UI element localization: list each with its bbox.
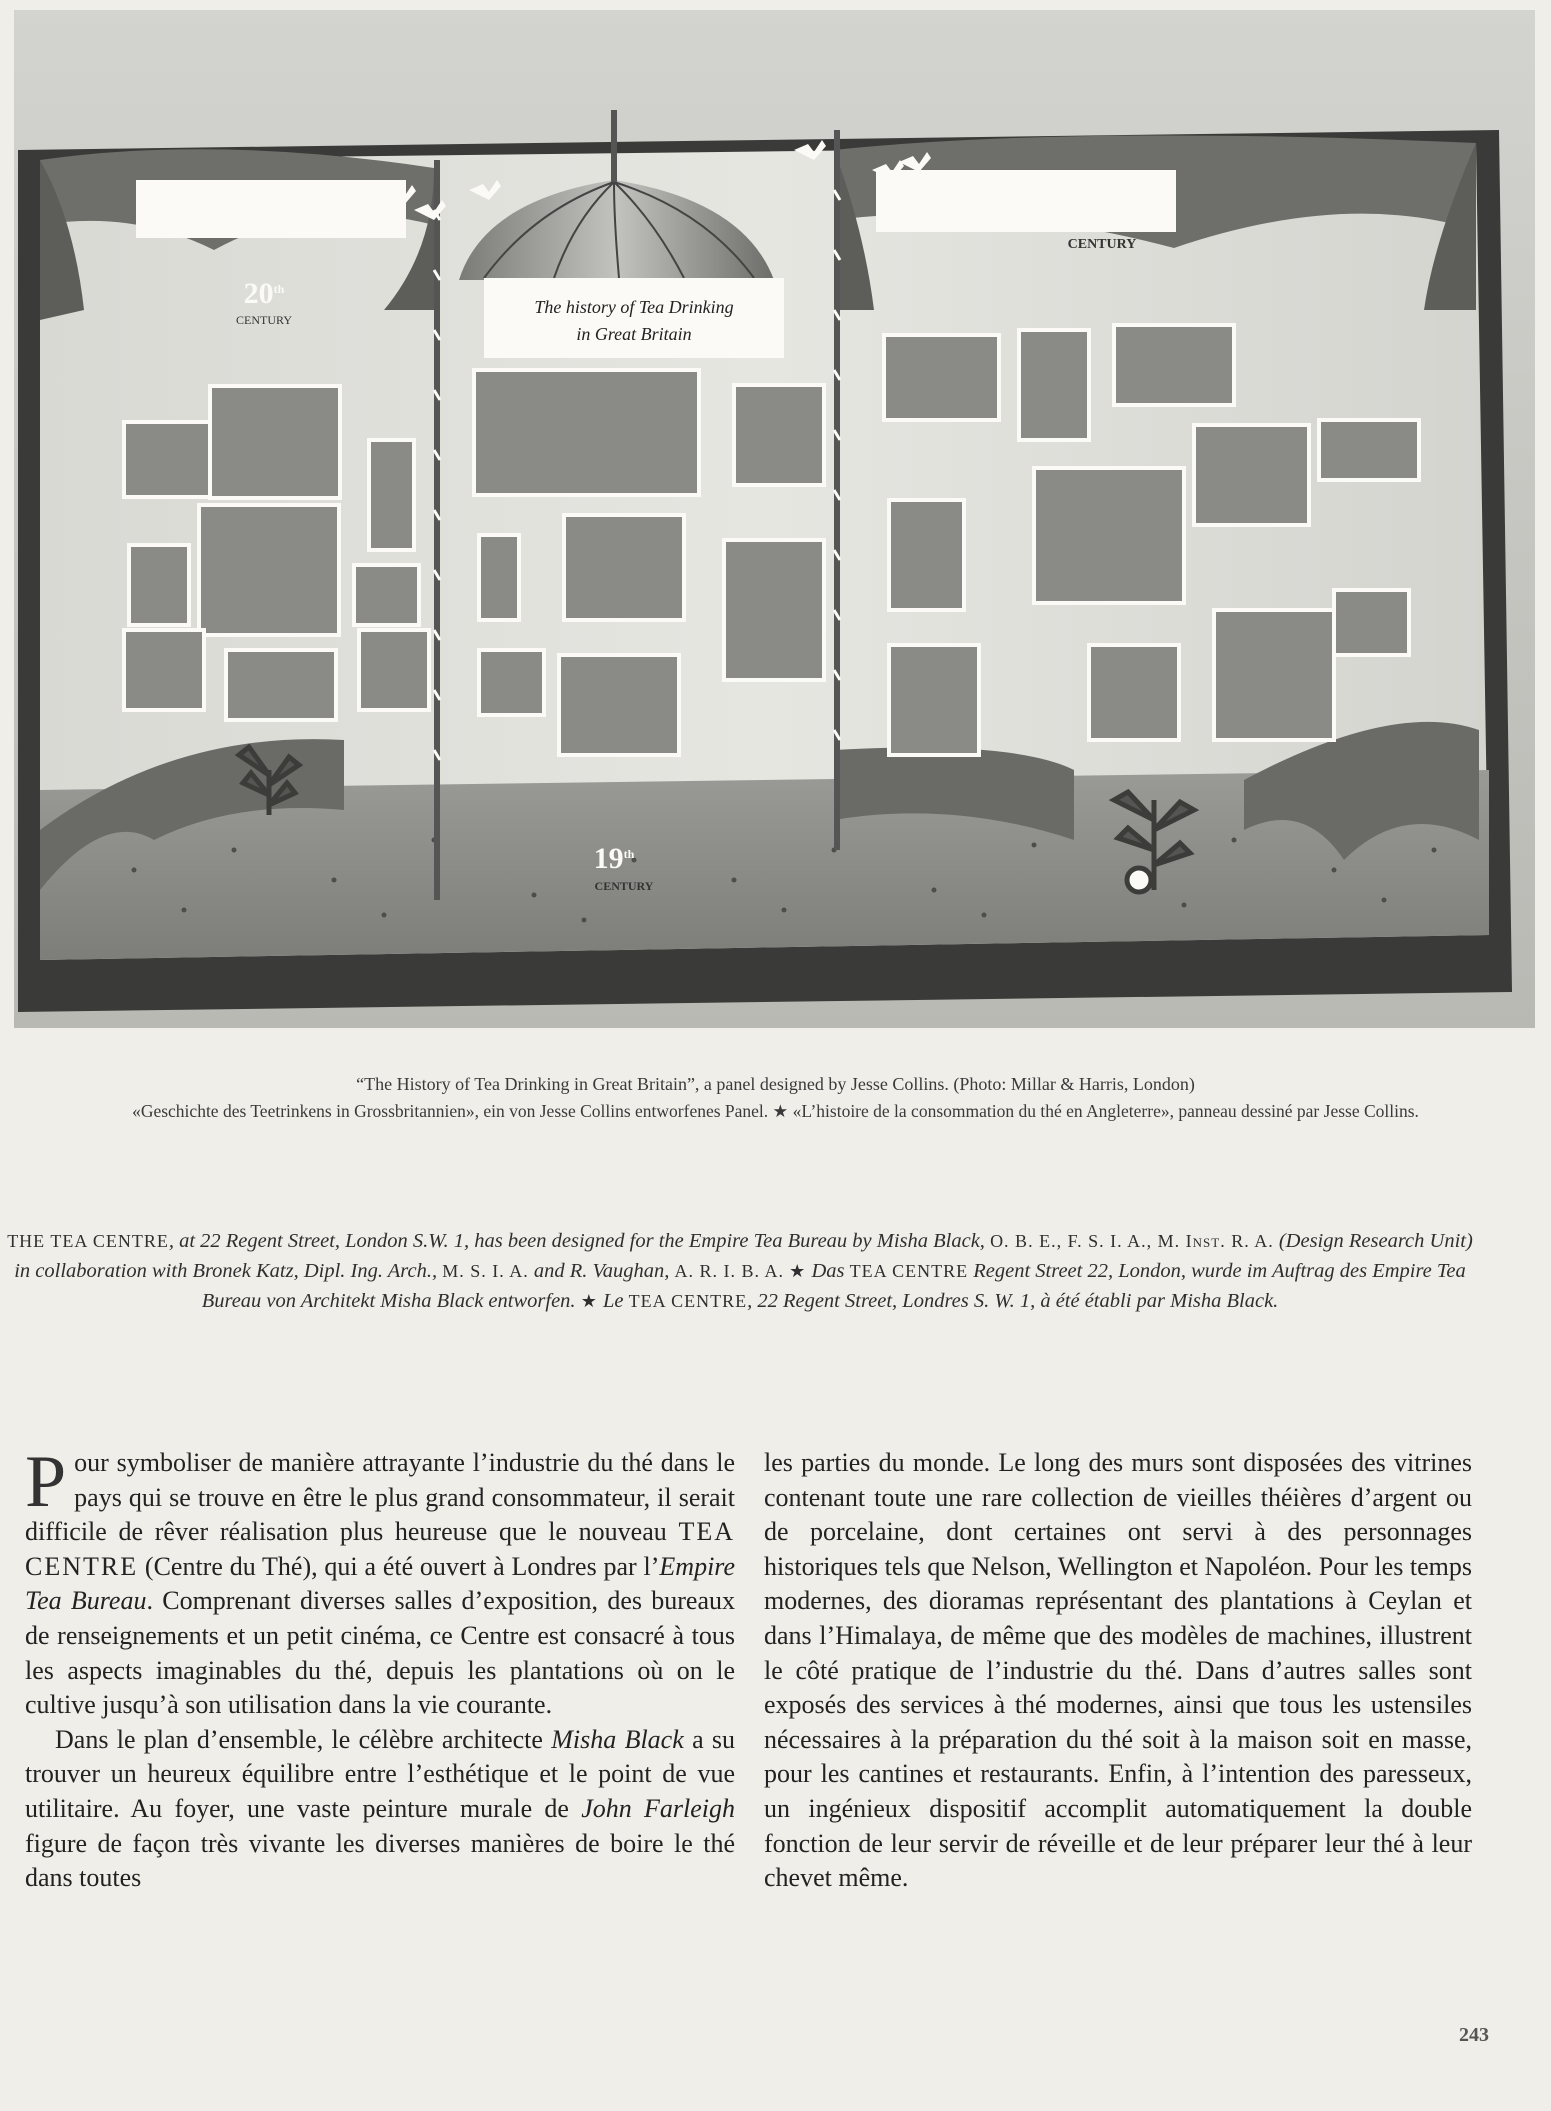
article-p1-c: . Comprenant diverses salles d’exposition, des bureaux de renseignements et un petit cinéma, ce Centre est consacré à tous les aspects imaginables du thé, depuis les plantations où on le cultive jusqu’à son utilisation dans la vie courante. (25, 1586, 735, 1720)
photo-caption-english: “The History of Tea Drinking in Great Britain”, a panel designed by Jesse Collins. (Photo: Millar & Harris, London) (356, 1074, 1195, 1094)
credits-quals-2: M. S. I. A. (442, 1261, 529, 1281)
credits-fr-b: , 22 Regent Street, Londres S. W. 1, à été établi par Misha Black. (747, 1290, 1279, 1312)
article-p2-b: a su trouver un heureux équilibre entre l’esthétique et le point de vue utilitaire. Au foyer, une vaste peinture murale de (25, 1724, 736, 1823)
credits-star-2: ★ (580, 1291, 598, 1311)
panel-20-number: 20th (243, 277, 285, 310)
credits-fr-a: Le (602, 1290, 624, 1312)
article-p1-b: (Centre du Thé), qui a été ouvert à Londres par l’ (144, 1551, 660, 1581)
exhibit-photograph (14, 10, 1535, 1028)
panel-18-number: 18th (1071, 196, 1113, 229)
article-p1-empire-tea-bureau: Empire Tea Bureau (25, 1551, 735, 1616)
credits-de-tea-centre: TEA CENTRE (849, 1261, 969, 1281)
credits-fr-tea-centre: TEA CENTRE (628, 1291, 748, 1311)
banner-line-2: in Great Britain (576, 324, 692, 344)
credits-tea-centre: THE TEA CENTRE (7, 1231, 169, 1251)
credits-en-b: (Design Research Unit) in collaboration with Bronek Katz, Dipl. Ing. Arch., (14, 1230, 1473, 1282)
history-banner (484, 278, 784, 358)
article-p2-john-farleigh: John Farleigh (581, 1793, 735, 1823)
caption-german: «Geschichte des Teetrinkens in Grossbritannien», ein von Jesse Collins entworfenes Panel. (132, 1101, 769, 1121)
credits-star-1: ★ (789, 1261, 807, 1281)
panel-20-label: CENTURY (235, 313, 293, 327)
drop-cap: P (25, 1441, 67, 1523)
banner-line-1: The history of Tea Drinking (534, 297, 734, 317)
article-p2-a: Dans le plan d’ensemble, le célèbre architecte (55, 1724, 543, 1754)
credits-quals-1: O. B. E., F. S. I. A., M. Inst. R. A. (990, 1231, 1274, 1251)
panel-19-number: 19th (593, 842, 635, 875)
article-p2-misha-black: Misha Black (551, 1724, 684, 1754)
caption-star: ★ (772, 1101, 789, 1121)
article-column-left (25, 1441, 736, 1896)
caption-french: «L’histoire de la consommation du thé en Angleterre», panneau dessiné par Jesse Collins. (792, 1101, 1419, 1121)
article-column-right: les parties du monde. Le long des murs sont disposées des vitrines contenant toute une rare collection de vieilles théières d’argent ou de porcelaine, dont certaines ont servi à des personnages historiques tels que Nelson, Wellington et Napoléon. Pour les temps modernes, des dioramas représentant des plantations à Ceylan et dans l’Himalaya, de même que des modèles de machines, illustrent le côté pratique de l’industrie du thé. Dans d’autres salles sont exposés des services à thé modernes, ainsi que tous les ustensiles nécessaires à la préparation du thé soit à la maison soit en masse, pour les cantines et restaurants. Enfin, à l’intention des paresseux, un ingénieux dispositif accomplit automatiquement la double fonction de leur servir de réveille et de leur préparer leur thé à leur chevet même. (764, 1448, 1472, 1893)
page-number: 243 (1459, 2024, 1489, 2046)
credits-en-a: , at 22 Regent Street, London S.W. 1, has been designed for the Empire Tea Bureau by Misha Black, (168, 1230, 985, 1252)
credits-block (0, 1226, 1480, 1316)
credits-en-c: and R. Vaughan, (533, 1260, 670, 1282)
credits-quals-3: A. R. I. B. A. (674, 1261, 785, 1281)
article-p1-tea-centre: TEA CENTRE (25, 1517, 736, 1581)
article-p1-a: our symboliser de manière attrayante l’industrie du thé dans le pays qui se trouve en être le plus grand consommateur, il serait difficile de rêver réalisation plus heureuse que le nouveau (25, 1448, 735, 1547)
photo-caption-german-french (0, 1101, 1551, 1122)
panel-18-label: CENTURY (1067, 237, 1137, 252)
article-p2-c: figure de façon très vivante les diverses manières de boire le thé dans toutes (25, 1828, 735, 1893)
credits-de-b: Regent Street 22, London, wurde im Auftrag des Empire Tea Bureau von Architekt Misha Black entworfen. (201, 1260, 1466, 1312)
credits-de-a: Das (811, 1260, 845, 1282)
panel-19-label: CENTURY (594, 879, 654, 893)
exhibit-panel-illustration (14, 10, 1535, 1028)
